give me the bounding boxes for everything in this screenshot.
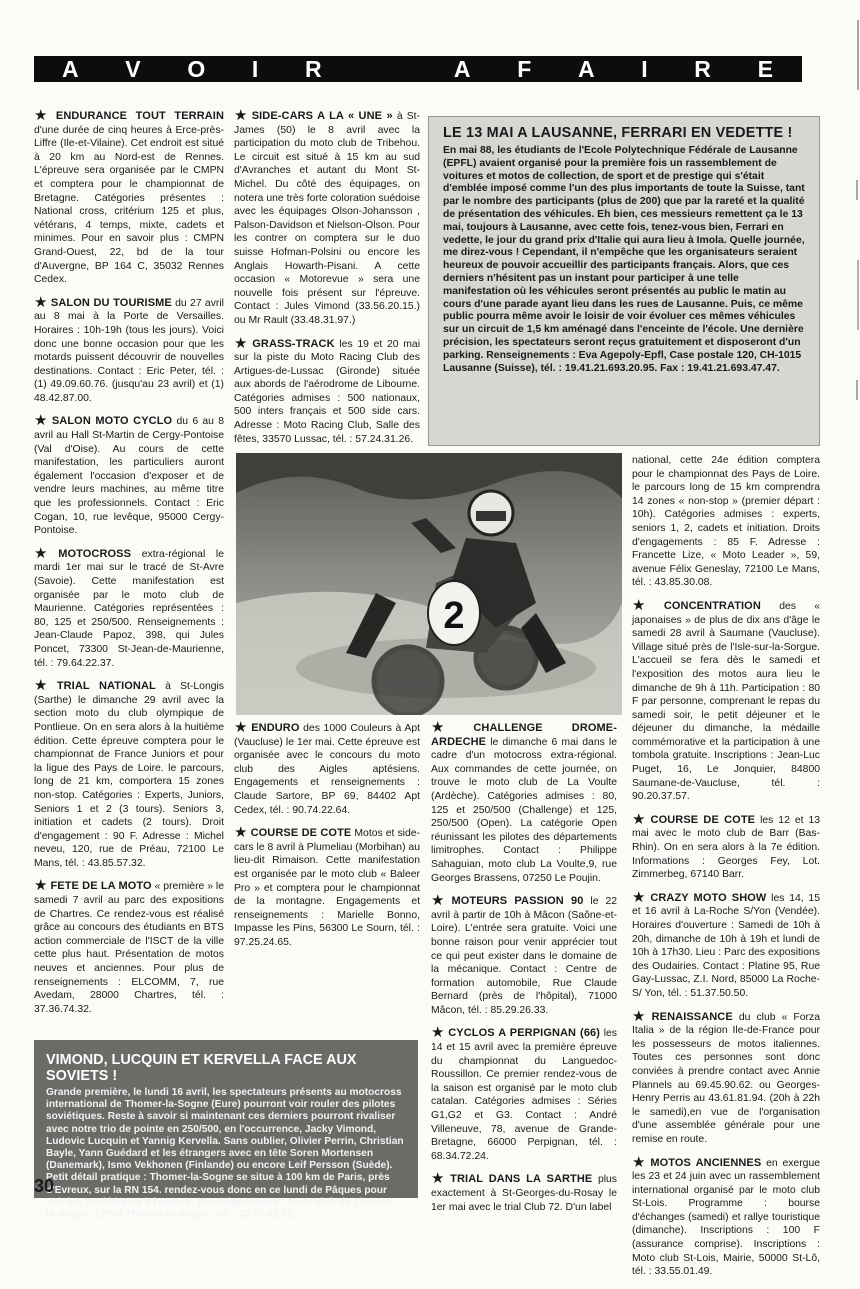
star-icon: ★ [431,719,471,736]
column-2-lower [234,719,420,960]
event-text: le dimanche 6 mai dans le cadre d'un motocross extra-régional. Aux commandes de cette journée, on trouve le moto club de La Voulte (Ardèche). Catégories admises : 80, 125 et 250/500 (Challenge) et 125, 250/500 (Open). La catégorie Open réunissant les pilotes des départements limitrophes. Contact : Philippe Sahaguian, moto club La Voulte,9, rue Georges Brassens, 07250 Le Poujin. [431,736,617,884]
event-title: CHALLENGE DROME-ARDECHE [431,722,617,748]
star-icon: ★ [234,107,249,124]
event-title: RENAISSANCE [651,1010,733,1023]
event-text: le 22 avril à partir de 10h à Mâcon (Saône-et-Loire). L'entrée sera gratuite. Voici une bonne raison pour venir apprécier tout ce qui peut exister dans le domaine de la mécanique. Contact : Centre de formation automobile, Rue Claude Bernard (près de l'hôpital), 71000 Mâcon, tél. : 85.29.26.33. [431,896,618,1016]
star-icon: ★ [632,810,648,828]
event-title: CRAZY MOTO SHOW [650,891,767,904]
event-title: CYCLOS A PERPIGNAN (66) [448,1027,601,1040]
event-title: FETE DE LA MOTO [50,880,152,893]
star-icon: ★ [632,1007,649,1025]
event-title: COURSE DE COTE [250,827,352,840]
star-icon: ★ [34,544,56,562]
page-number: 30 [34,1176,55,1196]
event-text: les 19 et 20 mai sur la piste du Moto Racing Club des Artigues-de-Lussac (Gironde) située aux abords de l'aérodrome de Libourne. Catégories admises : 500 nationaux, 500 inters français et 500 side cars. Adresse : Moto Racing Club, Salle des fêtes, 33570 Lussac, tél. : 57.24.31.26. [234,338,420,445]
banner-letter: F [517,55,533,82]
event-text: des 1000 Couleurs à Apt (Vaucluse) le 1er mai. Cette épreuve est organisée avec le concours du moto club des Aigles aptésiens. Engagements et renseignements : Claude Sartore, BP 69, 84402 Apt Cedex, tél. : 90.74.22.64. [234,723,420,816]
feature-headline: LE 13 MAI A LAUSANNE, FERRARI EN VEDETTE ! [443,125,793,141]
star-icon: ★ [34,677,54,695]
column-4 [632,454,820,1289]
event-title: MOTEURS PASSION 90 [451,895,584,908]
event-text: les 12 et 13 mai avec le moto club de Barr (Bas-Rhin). On en sera alors à la 7e édition. Informations : Georges Fey, Lot. Zimmerbeg, 67140 Barr. [632,814,821,881]
race-number: 2 [443,595,465,637]
star-icon: ★ [431,1170,448,1188]
event-listing [632,888,820,1001]
banner-letter: O [187,55,207,82]
column-3 [431,719,618,1224]
event-listing [34,544,224,670]
star-icon: ★ [632,888,648,906]
event-text: du club « Forza Italia » de la région Ile-de-France pour les possesseurs de motos italiennes. Toutes ces personnes sont donc conviées à prendre contact avec Annie Plannels au 69.45.90.62. ou Georges-Henry Perris au 43.61.81.94. (20h à 22h le samedi),en vue de l'organisation d'une assemblée générale pour une remise en route. [632,1011,820,1145]
banner-letter: A [577,55,596,82]
event-text: à St-James (50) le 8 avril avec la participation du moto club de Tribehou. Le circuit est situé à 15 km au sud d'Avranches et autant du Mont St-Michel. Du côté des équipages, on notera une très forte coloration suédoise avec les équipages Olson-Johansson , Palson-Davidson et Nielson-Olson. Pour les contrer on comptera sur le duo suisse Hofman-Polsini ou encore les Anglais Howarth-Pisani. A cette occasion « Motorevue » sera une nouvelle fois présent sur l'épreuve. Contact : Jules Vimond (33.56.20.15.) ou Mr Rault (33.48.31.97.) [234,111,420,326]
star-icon: ★ [632,596,661,614]
event-text: « première » le samedi 7 avril au parc des expositions de Chartres. Ce rendez-vous est réalisé grâce au concours des étudiants en BTS action commerciale de l'ISCT de la ville cette plus haut. Présentation de motos neuves et anciennes. Pour plus de renseignements : ELCOMM, 7, rue Avedam, 28000 Chartres, tél. : 37.36.74.32. [34,881,224,1015]
event-listing [632,810,821,882]
event-title: SIDE-CARS A LA « UNE » [251,110,393,122]
event-text: extra-régional le mardi 1er mai sur le tracé de St-Avre (Savoie). Cette manifestation est organisée par le moto club de Maurienne. Catégories représentées : 80, 125 et 250/500. Renseignements : Jean-Claude Papoz, 398, qui Jules Poncet, 73300 St-Jean-de-Maurienne, tél. : 79.64.22.37. [34,548,224,669]
star-icon: ★ [632,1153,648,1171]
star-icon: ★ [234,824,248,842]
vimond-feature-box [34,1040,418,1221]
event-listing [34,293,224,406]
event-text: d'une durée de cinq heures à Erce-près-Liffre (Ile-et-Vilaine). Cet endroit est situé à 20 km au Nord-est de Rennes. L'épreuve sera organisée par le CMPN et comptera pour le championnat de Bretagne. Catégories présentes : National cross, critérium 125 et plus, vétérans, 4 temps, mixte, cadets et minimes. Pour en savoir plus : CMPN Grand-Ouest, 22, bd de la tour d'Auvergne, BP 164 C, 35032 Rennes Cedex. [34,124,224,286]
star-icon: ★ [34,293,48,311]
banner-letter: I [641,55,649,82]
event-title: GRASS-TRACK [252,337,335,350]
star-icon: ★ [234,719,249,736]
column-1 [34,107,225,1026]
banner-letter: A [62,55,80,82]
event-listing [234,719,420,817]
event-text: du 6 au 8 avril au Hall St-Martin de Cergy-Pontoise (Val d'Oise). Au cours de cette manifestation, les particuliers auront également l'occasion d'exposer et de vendre leurs machines, au même titre que les professionnels. Contact : Eric Cogan, 10, rue levêque, 95000 Cergy-Pontoise. [34,416,225,537]
event-text: du 27 avril au 8 mai à la Porte de Versailles. Horaires : 10h-19h (tous les jours). Voici donc une bonne occasion pour que les motards puissent découvrir de nouvelles destinations. Contact : Eric Peter, tél. : (1) 49.09.60.76. (jusqu'au 23 avril) et (1) 48.42.87.00. [34,297,224,404]
section-banner [34,56,802,82]
event-text: les 14, 15 et 16 avril à La-Roche S/Yon (Vendée). Horaires d'ouverture : Samedi de 10h à 20h, dimanche de 10h à 19h et lundi de 10h à 17h30. Lieu : Parc des expositions des Oudairies. Contact : Platine 95, Rue Gay-Lussac, Z.I. Nord, 85000 La Roche-S/ Yon, tél. : 51.37.50.50. [632,892,820,999]
feature-body: En mai 88, les étudiants de l'Ecole Polytechnique Fédérale de Lausanne (EPFL) avaient organisé pour la première fois un rassemblement de voitures et motos de collection, de sport et de prestige qui s'était d'emblée imposé comme l'un des plus importants de toute la Suisse, tant par le nombre des participants (plus de 200) que par la rareté et la qualité de présentation des véhicules. Eh bien, ces messieurs remettent ça le 13 mai, toujours à Lausanne, avec cette fois, tenez-vous bien, Ferrari en vedette, le jour du grand prix d'Italie qui aura lieu à Imola. Quelle journée, me direz-vous ! Cependant, il n'empêche que les organisateurs seraient heureux de pouvoir accueillir des participants français. Alors, que ces derniers n'hésitent pas un instant pour participer à une telle manifestation où les véhicules seront présentés au public le matin au cours d'une parade ayant lieu dans les rues de Lausanne. Puis, ce même public pourra même avoir le loisir de voir évoluer ces mêmes véhicules sur un circuit de 1,5 km aménagé dans l'enceinte de l'école. Une dernière précision, les spectateurs seront reçus gratuitement et disposeront d'un parking. Renseignements : Eva Agepoly-Epfl, Case postale 120, CH-1015 Lausanne (Suisse), tél. : 19.41.21.693.20.95. Fax : 19.41.21.693.47.47. [443,145,805,374]
event-listing [431,1170,617,1214]
event-listing [34,412,225,537]
column-2 [234,107,420,456]
article-continuation: national, cette 24e édition comptera pour le championnat des Pays de Loire. le parcours long de 15 km comprendra 14 zones « non-stop » (premier départ : 10h). Catégories admises : experts, seniors 1, 2, cadets et initiation. Droits d'engagements : 85 F. Adresse : Francette Lize, « Moto Leader », 59, avenue Félix Geneslay, 72100 Le Mans, tél. : 43.85.30.08. [632,455,820,589]
star-icon: ★ [431,1024,446,1042]
event-listing [632,596,821,804]
feature-body: Grande première, le lundi 16 avril, les spectateurs présents au motocross international de Thomer-la-Sogne (Eure) pourront voir rouler des pilotes soviétiques. Reste à savoir si maintenant ces derniers pourront rivaliser avec notre trio de pointe en 250/500, en l'occurrence, Jacky Vimond, Ludovic Lucquin et Yannig Kervella. Sans oublier, Olivier Perrin, Christian Bayle, Yann Guédard et les étrangers avec en tête Soren Mortensen (Danemark), Ismo Vekhonen (Finlande) ou encore Leif Persson (Suède). Petit détail pratique : Thomer-la-Sogne se situe à 100 km de Paris, près d'Evreux, sur la RN 154. rendez-vous donc en ce lundi de Pâques pour voir les Soviétiques à l'oeuvre. Renseignements : Moto club de Thomer-la-Sogne, 27240 Thomer-la-Sogne, tél. : 32.67.41.51. [46,1087,404,1221]
motocross-rider-image [236,453,622,715]
star-icon: ★ [431,892,449,910]
event-title: MOTOS ANCIENNES [650,1156,762,1169]
event-listing [431,1024,617,1163]
ferrari-feature-box [428,116,820,446]
star-icon: ★ [34,877,48,895]
event-listing [632,1153,820,1279]
event-text: en exergue les 23 et 24 juin avec un rassemblement international organisé par le moto club St-Lois. Programme : bourse d'échanges (samedi) et rallye touristique (dimanche). Inscriptions : 100 F (assurance comprise). Inscriptions : Moto club St-Lois, Mairie, 50000 St-Lô, tél. : 33.55.01.49. [632,1157,820,1278]
event-listing [34,107,224,287]
star-icon: ★ [34,412,49,430]
banner-letter: A [453,55,472,82]
event-title: SALON DU TOURISME [50,296,172,309]
event-text: les 14 et 15 avril avec la première épreuve du championnat du Languedoc-Roussillon. Ce premier rendez-vous de la saison est organisé par le moto club catalan. Catégories admises : Séries G1,G2 et G3. Contact : André Villeneuve, 78, avenue de Grande-Bretagne, 66000 Perpignan, tél. : 68.34.72.24. [431,1028,617,1162]
event-text: des « japonaises » de plus de dix ans d'âge le samedi 28 avril à Saumane (Vaucluse). Village situé près de l'Isle-sur-la-Sorgue. L'accueil se fera dès le samedi et l'exposition des motos aura lieu le dimanche de 9h à 11h. Participation : 80 F par personne, comprenant le repas du samedi soir, le petit déjeuner et le déjeuner du dimanche, la médaille commémorative et la participation à une tombola gratuite. Inscriptions : Jean-Luc Puget, 16, Le Jonquier, 84800 Saumane-de-Vaucluse, tél. : 90.20.37.57. [632,600,821,803]
star-icon: ★ [234,334,250,352]
star-icon: ★ [34,107,53,124]
banner-letter: R [304,55,323,82]
event-title: TRIAL DANS LA SARTHE [450,1173,593,1186]
event-title: MOTOCROSS [58,547,132,560]
event-title: ENDURO [251,722,300,734]
event-text: plus exactement à St-Georges-du-Rosay le 1er mai avec le trial Club 72. D'un label [431,1174,617,1213]
event-listing [234,334,420,447]
event-listing [234,107,420,328]
event-listing [234,824,420,949]
event-title: ENDURANCE TOUT TERRAIN [55,110,224,122]
banner-letter: E [757,55,774,82]
feature-headline: VIMOND, LUCQUIN ET KERVELLA FACE AUX SOVIETS ! [46,1052,357,1084]
event-text: à St-Longis (Sarthe) le dimanche 29 avril avec la section moto du club olympique de Pontlieue. On en sera alors à la huitième édition. Cette épreuve comptera pour le championnat de France Juniors et pour la ligue des Pays de Loire. le parcours, long de 21 km, comportera 15 zones non-stop. Catégories : Experts, Juniors, Seniors 1 et 2 (3 tours). Seniors 3, initiation et cadets (2 tours). Droit d'engagement : 90 F. Adresse : Michel neveu, 120, rue de Préau, 72100 Le Mans, tél. : 43.85.57.32. [34,681,224,869]
event-listing [632,1007,820,1147]
event-title: SALON MOTO CYCLO [51,415,173,428]
banner-letter: I [251,55,260,82]
event-listing [431,719,617,885]
event-listing [431,892,618,1017]
event-title: CONCENTRATION [663,599,761,612]
event-listing [34,877,224,1016]
banner-letter: V [125,55,142,82]
page-edge-marks [846,0,860,1221]
event-listing [34,677,224,870]
event-title: TRIAL NATIONAL [56,680,156,693]
banner-letter: R [694,55,712,82]
event-text: Motos et side-cars le 8 avril à Plumeliau (Morbihan) au lieu-dit Rimaison. Cette manifestation est organisée par le moto club « Baleer Pro » et comptera pour le championnat de la montagne. Engagements et renseignements : Marielle Bonno, Impasse les Pins, 56300 Le Sourn, tél. : 97.25.24.65. [234,828,420,948]
motocross-photo [236,453,622,715]
event-title: COURSE DE COTE [650,813,756,826]
